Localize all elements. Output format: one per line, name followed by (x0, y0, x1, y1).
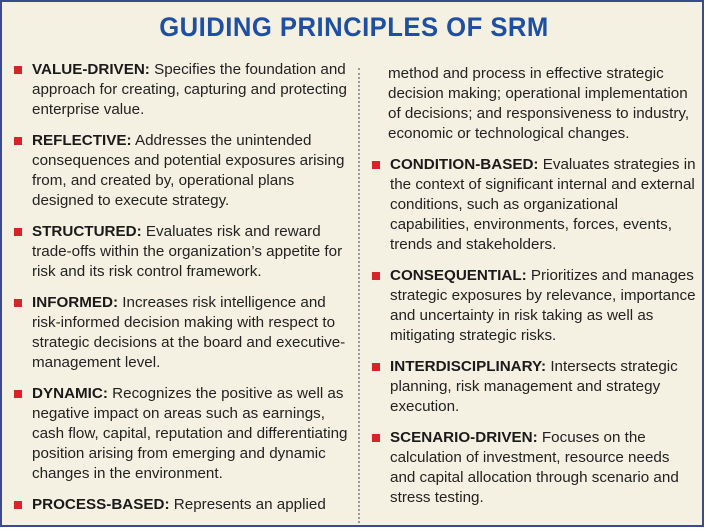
bullet-icon (14, 228, 22, 236)
principle-item (14, 495, 350, 515)
bullet-icon (372, 363, 380, 371)
principle-name: INTERDISCIPLINARY: (390, 358, 547, 375)
principle-item (14, 384, 350, 484)
principle-text: Evaluates strategies in the context of significant internal and external conditions, such as organizational capabilities, environments, forces, events, trends and stakeholders. (390, 156, 696, 253)
principle-name: CONSEQUENTIAL: (390, 267, 527, 284)
principle-item (372, 266, 698, 346)
principle-text: Focuses on the calculation of investment, resource needs and capital allocation through scenario and stress testing. (390, 429, 679, 506)
principle-name: PROCESS-BASED: (32, 496, 170, 513)
principle-name: INFORMED: (32, 294, 119, 311)
principle-text: Specifies the foundation and approach for creating, capturing and protecting enterprise value. (32, 61, 347, 118)
principle-continuation: method and process in effective strategic decision making; operational implementation of decisions; and responsiveness to industry, economic or technological changes. (388, 65, 690, 142)
principle-text: Addresses the unintended consequences and potential exposures arising from, and created by, operational plans designed to execute strategy. (32, 132, 345, 209)
bullet-icon (14, 390, 22, 398)
principle-item (372, 428, 698, 508)
bullet-icon (14, 501, 22, 509)
principle-text: Increases risk intelligence and risk-informed decision making with respect to strategic decisions at the board and executive-management level. (32, 294, 346, 371)
principle-name: SCENARIO-DRIVEN: (390, 429, 538, 446)
page-title: GUIDING PRINCIPLES OF SRM (159, 12, 549, 42)
bullet-icon (372, 272, 380, 280)
principle-name: VALUE-DRIVEN: (32, 61, 150, 78)
principle-item (372, 357, 698, 417)
principle-item (14, 293, 350, 373)
principle-name: DYNAMIC: (32, 385, 108, 402)
principle-text: Represents an applied (169, 496, 326, 513)
column-divider (358, 68, 360, 523)
principle-item (14, 131, 350, 211)
bullet-icon (14, 299, 22, 307)
principle-text: Evaluates risk and reward trade-offs within the organization’s appetite for risk and its risk control framework. (32, 223, 343, 280)
principle-item (372, 155, 698, 255)
right-column (372, 64, 698, 519)
principle-text: Recognizes the positive as well as negative impact on areas such as earnings, cash flow, capital, reputation and differentiating position arising from emerging and dynamic changes in the environment. (32, 385, 348, 482)
principle-item (14, 222, 350, 282)
principle-name: REFLECTIVE: (32, 132, 132, 149)
bullet-icon (372, 434, 380, 442)
bullet-icon (372, 161, 380, 169)
bullet-icon (14, 66, 22, 74)
principle-text: Prioritizes and manages strategic exposures by relevance, importance and uncertainty in risk taking as well as mitigating strategic risks. (390, 267, 696, 344)
principle-name: CONDITION-BASED: (390, 156, 539, 173)
principle-text: Intersects strategic planning, risk management and strategy execution. (390, 358, 678, 415)
principle-item (14, 60, 350, 120)
bullet-icon (14, 137, 22, 145)
left-column (14, 60, 350, 526)
principle-name: STRUCTURED: (32, 223, 142, 240)
